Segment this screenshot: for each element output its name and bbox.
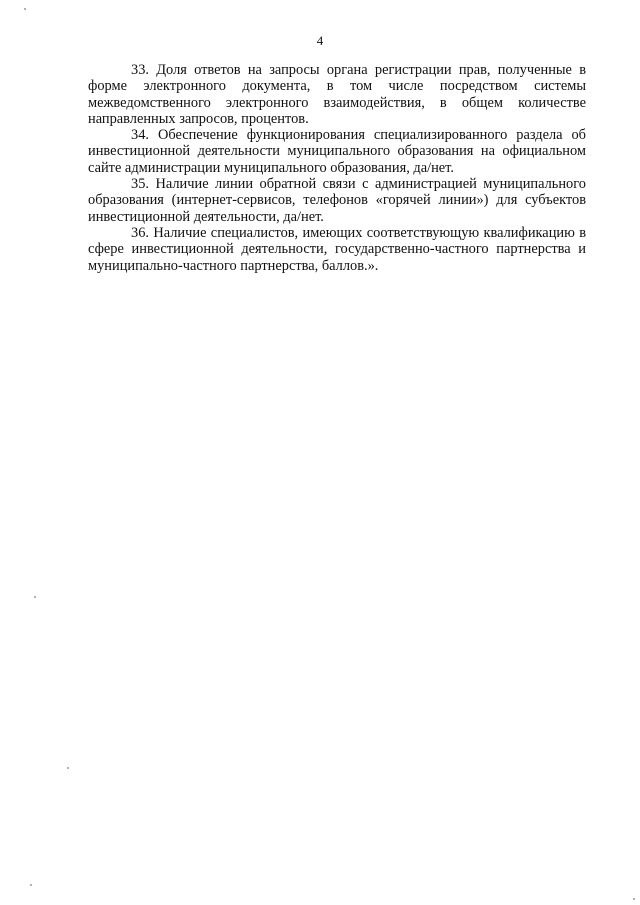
scan-speck xyxy=(30,884,32,886)
paragraph-33: 33. Доля ответов на запросы органа регистрации прав, полученные в форме электронного документа, в том числе посредством системы межведомственного электронного взаимодействия, в общем количестве направленных запросов, процентов. xyxy=(88,62,586,127)
document-body xyxy=(88,62,586,274)
scan-speck xyxy=(67,767,69,769)
page-number: 4 xyxy=(316,33,324,48)
paragraph-35: 35. Наличие линии обратной связи с администрацией муниципального образования (интернет-сервисов, телефонов «горячей линии») для субъектов инвестиционной деятельности, да/нет. xyxy=(88,176,586,225)
scan-speck xyxy=(34,596,36,598)
scan-speck xyxy=(633,898,635,900)
scan-speck xyxy=(24,8,26,10)
paragraph-34: 34. Обеспечение функционирования специализированного раздела об инвестиционной деятельности муниципального образования на официальном сайте администрации муниципального образования, да/нет. xyxy=(88,127,586,176)
paragraph-36: 36. Наличие специалистов, имеющих соответствующую квалификацию в сфере инвестиционной деятельности, государственно-частного партнерства и муниципально-частного партнерства, баллов.». xyxy=(88,224,586,274)
